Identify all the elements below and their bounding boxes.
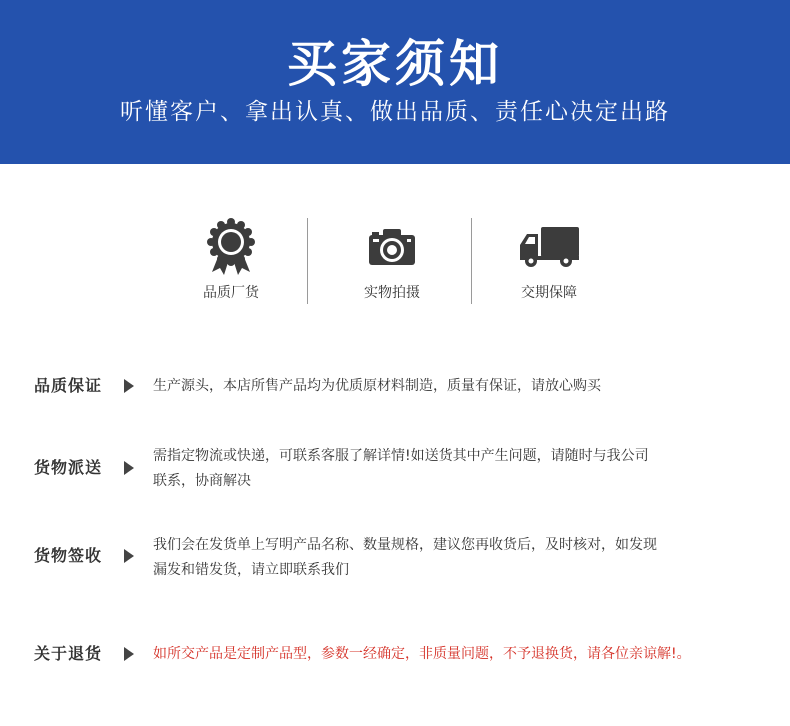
feature-label: 交期保障: [521, 285, 577, 301]
delivery-truck-icon: [479, 218, 619, 276]
header-banner: [0, 0, 790, 164]
feature-item-photos: [322, 218, 462, 306]
notice-text: 生产源头，本店所售产品均为优质原材料制造，质量有保证，请放心购买: [153, 378, 601, 394]
feature-strip: [0, 218, 790, 308]
page-subtitle: 听懂客户、拿出认真、做出品质、责任心决定出路: [120, 99, 670, 125]
camera-icon: [322, 218, 462, 276]
notice-label: 货物派送: [34, 458, 103, 477]
feature-item-quality: [161, 218, 301, 306]
feature-label: 品质厂货: [203, 285, 259, 301]
arrow-right-icon: [124, 461, 134, 475]
page-title: 买家须知: [287, 35, 503, 93]
arrow-right-icon: [124, 379, 134, 393]
arrow-right-icon: [124, 647, 134, 661]
feature-divider: [471, 218, 472, 304]
notice-label: 关于退货: [34, 644, 103, 663]
notice-text-warning: 如所交产品是定制产品型，参数一经确定，非质量问题，不予退换货，请各位亲谅解!。: [153, 646, 691, 662]
notice-label: 货物签收: [34, 546, 103, 565]
arrow-right-icon: [124, 549, 134, 563]
rosette-badge-icon: [161, 218, 301, 276]
feature-label: 实物拍摄: [364, 285, 420, 301]
notice-text: 需指定物流或快递，可联系客服了解详情!如送货其中产生问题，请随时与我公司 联系，协商解决: [153, 448, 649, 489]
feature-divider: [307, 218, 308, 304]
notice-label: 品质保证: [34, 376, 103, 395]
feature-item-delivery: [479, 218, 619, 306]
notice-text: 我们会在发货单上写明产品名称、数量规格，建议您再收货后，及时核对，如发现 漏发和错发货，请立即联系我们: [153, 537, 657, 578]
